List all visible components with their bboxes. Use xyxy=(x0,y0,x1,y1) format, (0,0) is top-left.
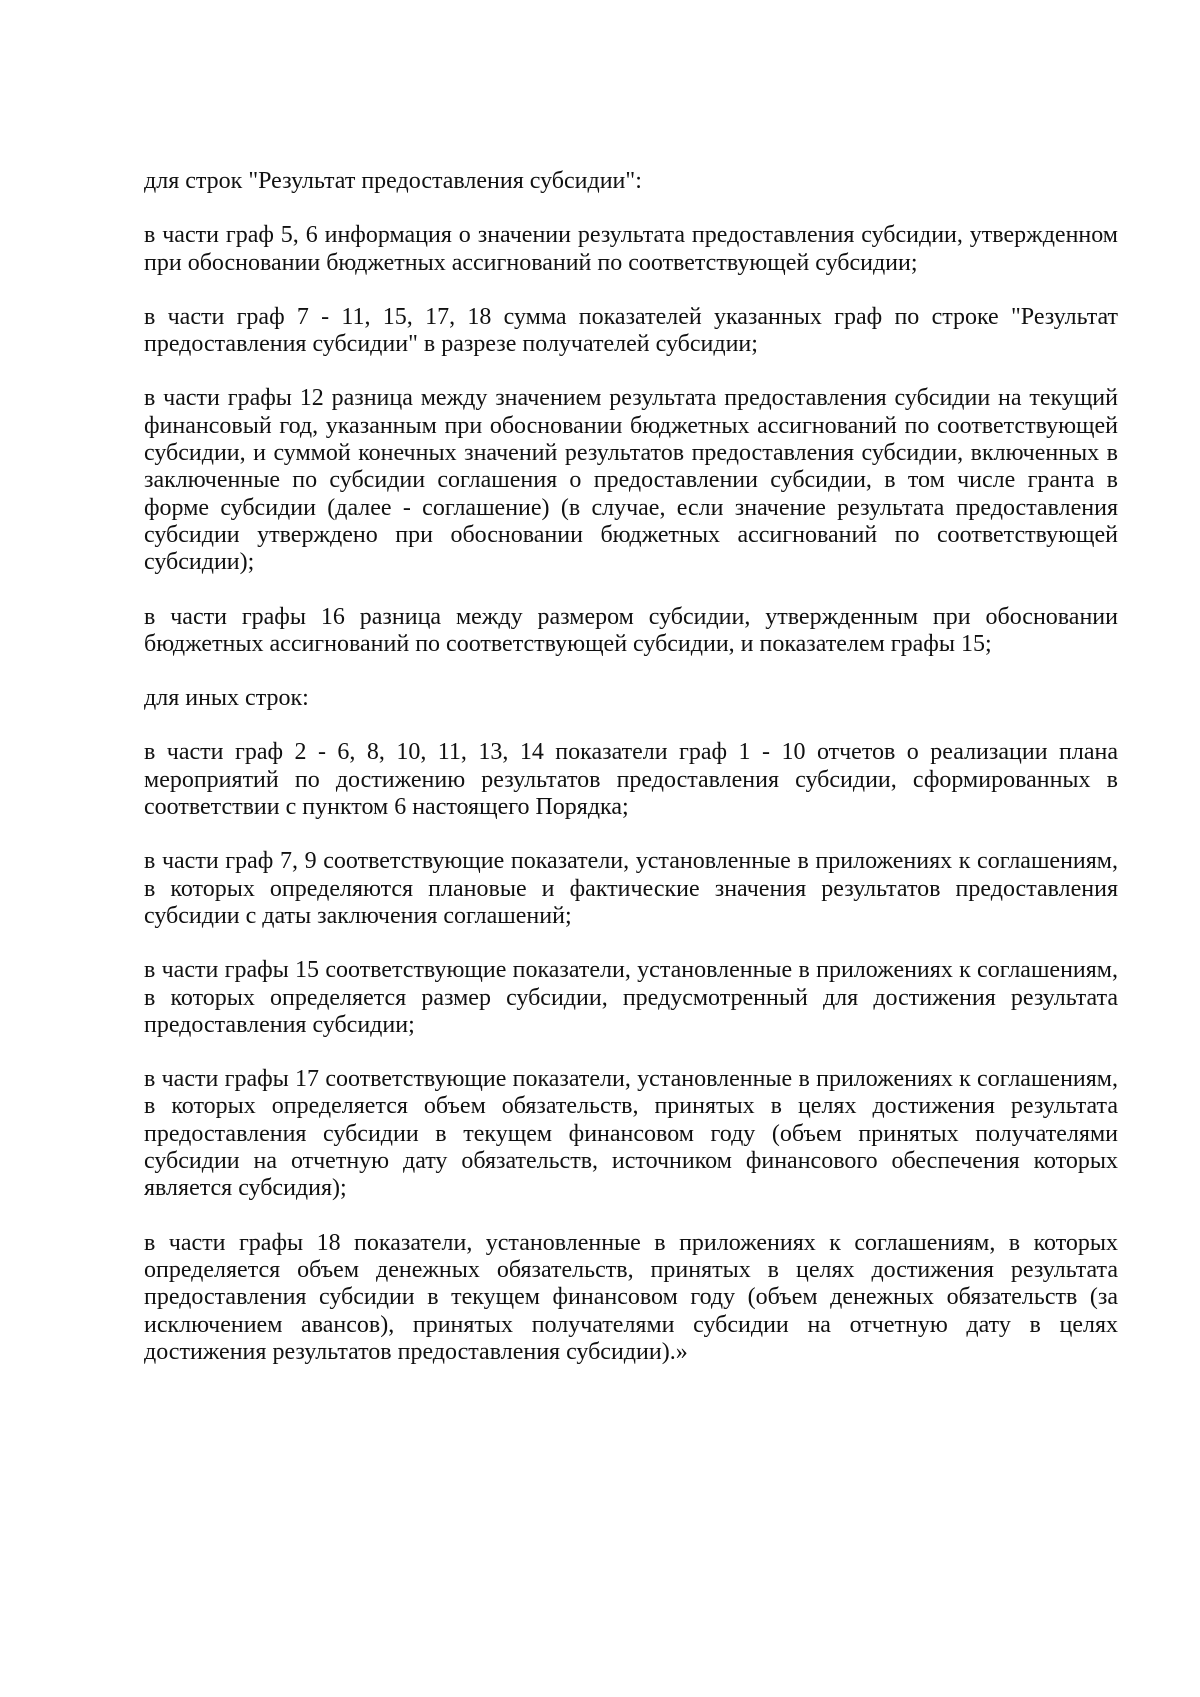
paragraph-column-17: в части графы 17 соответствующие показатели, установленные в приложениях к соглашениям, в которых определяется объем обязательств, принятых в целях достижения результата предоставления субсидии в текущем финансовом году (объем принятых получателями субсидии на отчетную дату обязательств, источником финансового обеспечения которых является субсидия); xyxy=(144,1066,1118,1202)
paragraph-columns-7-9: в части граф 7, 9 соответствующие показатели, установленные в приложениях к соглашениям, в которых определяются плановые и фактические значения результатов предоставления субсидии с даты заключения соглашений; xyxy=(144,848,1118,929)
document-body xyxy=(144,168,1118,1393)
paragraph-heading-other-rows: для иных строк: xyxy=(144,685,309,712)
paragraph-column-15: в части графы 15 соответствующие показатели, установленные в приложениях к соглашениям, в которых определяется размер субсидии, предусмотренный для достижения результата предоставления субсидии; xyxy=(144,957,1118,1038)
paragraph-columns-2-6-8-10-11-13-14: в части граф 2 - 6, 8, 10, 11, 13, 14 показатели граф 1 - 10 отчетов о реализации плана мероприятий по достижению результатов предоставления субсидии, сформированных в соответствии с пунктом 6 настоящего Порядка; xyxy=(144,739,1118,821)
paragraph-columns-5-6: в части граф 5, 6 информация о значении результата предоставления субсидии, утвержденном при обосновании бюджетных ассигнований по соответствующей субсидии; xyxy=(144,222,1118,276)
paragraph-heading-result-rows: для строк "Результат предоставления субсидии": xyxy=(144,168,642,194)
paragraph-column-12: в части графы 12 разница между значением результата предоставления субсидии на текущий финансовый год, указанным при обосновании бюджетных ассигнований по соответствующей субсидии, и суммой конечных значений результатов предоставления субсидии, включенных в заключенные по субсидии соглашения о предоставлении субсидии, в том числе гранта в форме субсидии (далее - соглашение) (в случае, если значение результата предоставления субсидии утверждено при обосновании бюджетных ассигнований по соответствующей субсидии); xyxy=(144,385,1118,576)
paragraph-column-18: в части графы 18 показатели, установленные в приложениях к соглашениям, в которых определяется объем денежных обязательств, принятых в целях достижения результата предоставления субсидии в текущем финансовом году (объем денежных обязательств (за исключением авансов), принятых получателями субсидии на отчетную дату в целях достижения результатов предоставления субсидии).» xyxy=(144,1229,1118,1365)
paragraph-column-16: в части графы 16 разница между размером субсидии, утвержденным при обосновании бюджетных ассигнований по соответствующей субсидии, и показателем графы 15; xyxy=(144,603,1118,657)
paragraph-columns-7-11-15-17-18: в части граф 7 - 11, 15, 17, 18 сумма показателей указанных граф по строке "Результат предоставления субсидии" в разрезе получателей субсидии; xyxy=(144,303,1118,358)
